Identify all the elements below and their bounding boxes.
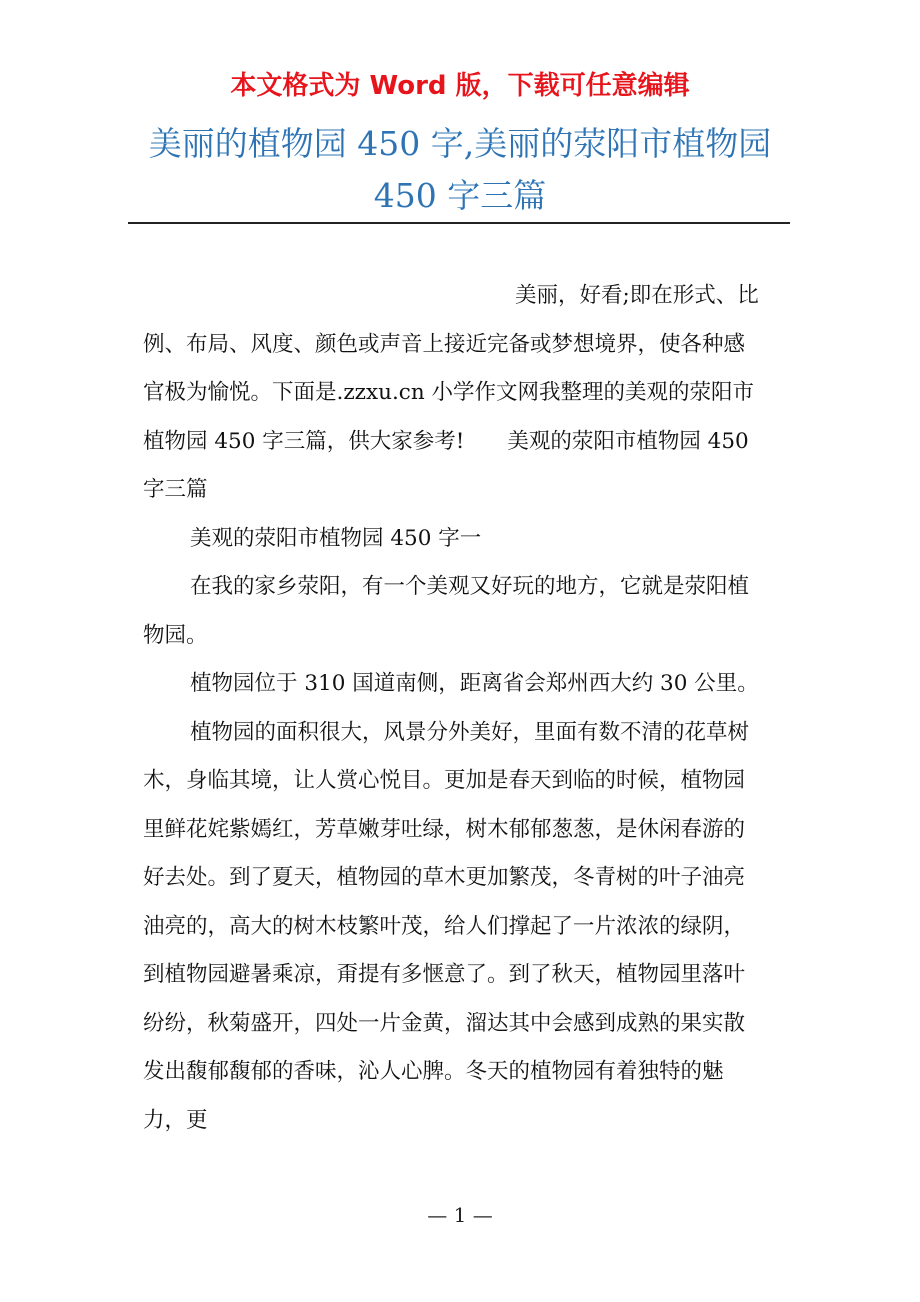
section-heading: 美观的荥阳市植物园 450 字一 [190, 525, 482, 551]
body-paragraph: 在我的家乡荥阳，有一个美观又好玩的地方，它就是荥阳植物园。 [143, 574, 750, 648]
intro-paragraph: 美丽，好看;即在形式、比例、布局、风度、颜色或声音上接近完备或梦想境界，使各种感官极为愉悦。下面是.zzxu.cn 小学作文网我整理的美观的荥阳市植物园 450 字三篇，供大家参考! 美观的荥阳市植物园 450 字三篇 [143, 283, 759, 502]
title-divider [128, 222, 790, 224]
document-title: 美丽的植物园 450 字,美丽的荥阳市植物园 450 字三篇 [148, 124, 772, 215]
page-number: — 1 — [427, 1203, 493, 1227]
document-body [143, 272, 765, 1145]
download-notice: 本文格式为 Word 版，下载可任意编辑 [230, 71, 690, 101]
body-paragraph: 植物园的面积很大，风景分外美好，里面有数不清的花草树木，身临其境，让人赏心悦目。更加是春天到临的时候，植物园里鲜花姹紫嫣红，芳草嫩芽吐绿，树木郁郁葱葱，是休闲春游的好去处。到了夏天，植物园的草木更加繁茂，冬青树的叶子油亮油亮的，高大的树木枝繁叶茂，给人们撑起了一片浓浓的绿阴，到植物园避暑乘凉，甭提有多惬意了。到了秋天，植物园里落叶纷纷，秋菊盛开，四处一片金黄，溜达其中会感到成熟的果实散发出馥郁馥郁的香味，沁人心脾。冬天的植物园有着独特的魅力，更 [143, 719, 750, 1133]
body-paragraph: 植物园位于 310 国道南侧，距离省会郑州西大约 30 公里。 [190, 671, 759, 696]
